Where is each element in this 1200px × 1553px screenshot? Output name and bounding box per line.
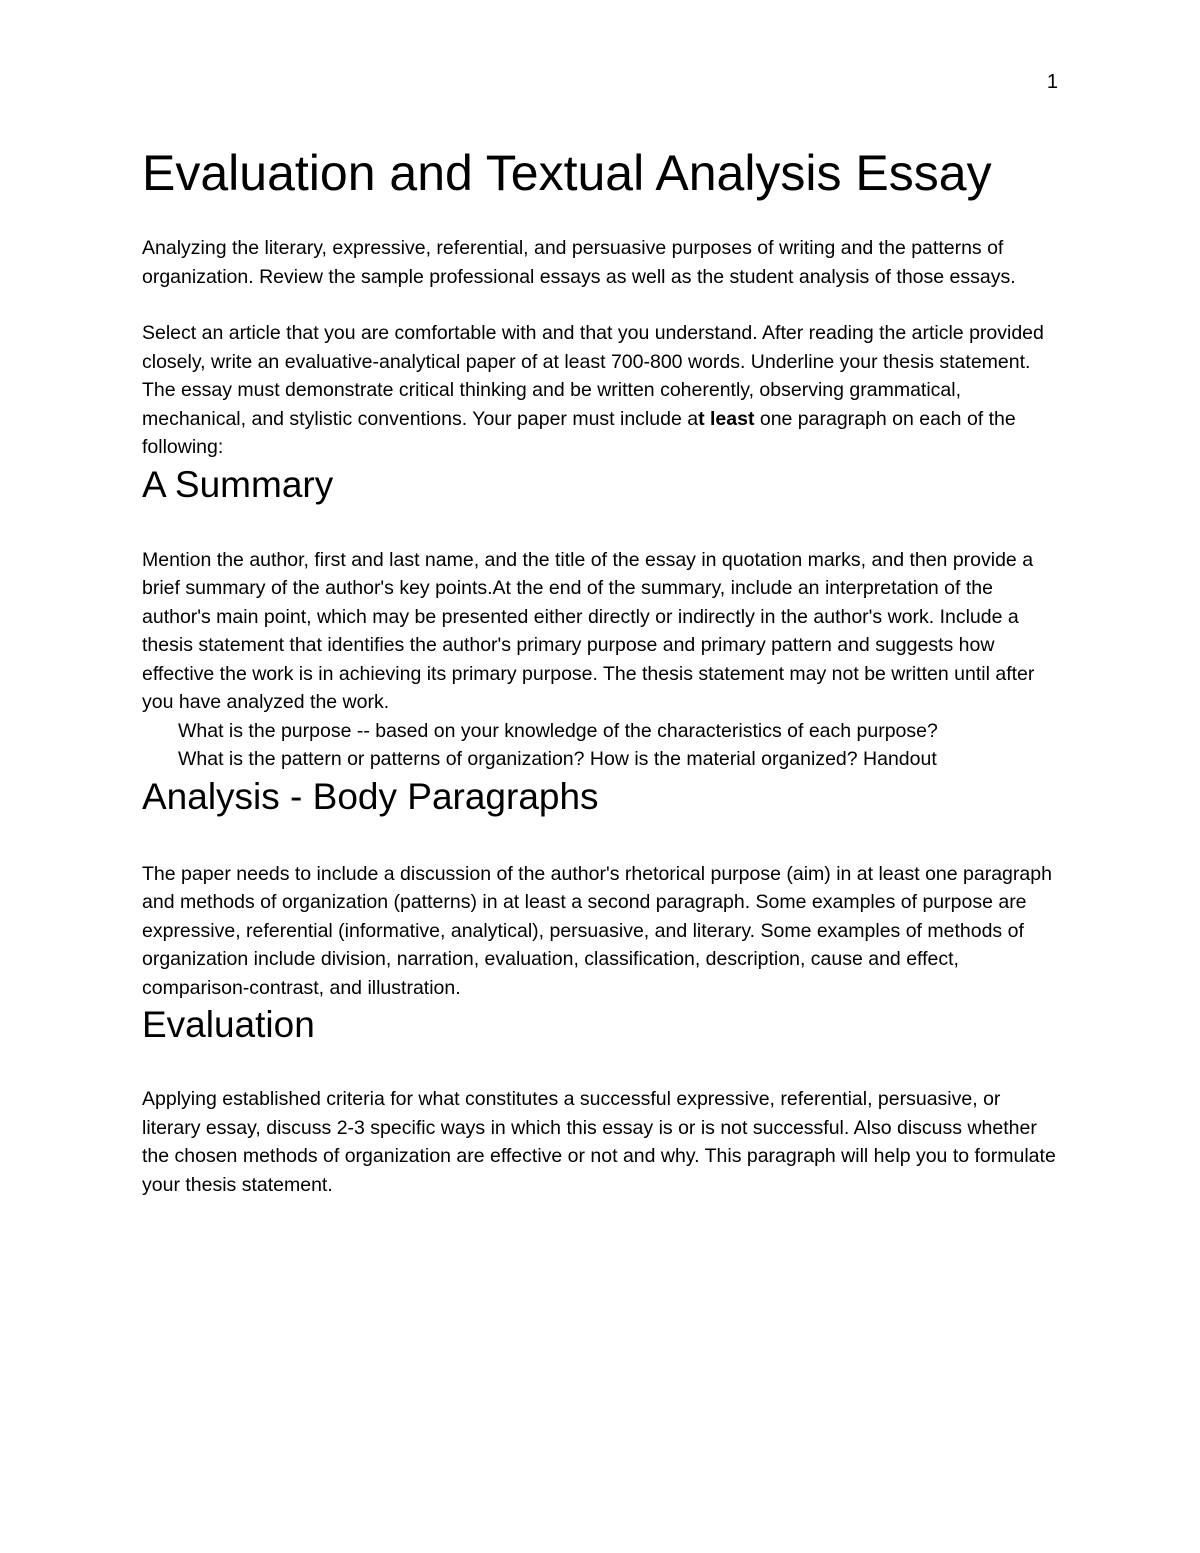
intro-paragraph: Analyzing the literary, expressive, referential, and persuasive purposes of writing and the patterns of organization. Review the sample professional essays as well as the student analysis of those essays. (142, 237, 1016, 288)
instructions-text-end: one paragraph on each of the following: (142, 407, 1016, 458)
document-title: Evaluation and Textual Analysis Essay (142, 145, 992, 201)
analysis-paragraph: The paper needs to include a discussion of the author's rhetorical purpose (aim) in at least one paragraph and methods of organization (patterns) in at least a second paragraph. Some examples of purpose are expressive, referential (informative, analytical), persuasive, and literary. Some examples of methods of organization include division, narration, evaluation, classification, description, cause and effect, comparison-contrast, and illustration. (142, 862, 1052, 999)
document-content (142, 140, 1062, 1199)
page-number: 1 (1046, 71, 1058, 93)
summary-question-purpose: What is the purpose -- based on your knowledge of the characteristics of each purpose? (178, 719, 938, 742)
instructions-paragraph (142, 319, 1062, 462)
summary-question-pattern: What is the pattern or patterns of organization? How is the material organized? Handout (178, 748, 937, 770)
instructions-bold-text: t least (698, 407, 755, 430)
instructions-text: Select an article that you are comfortable with and that you understand. After reading the article provided closely, write an evaluative-analytical paper of at least 700-800 words. Underline your thesis statement. The essay must demonstrate critical thinking and be written coherently, observing grammatical, mechanical, and stylistic conventions. Your paper must include a (142, 322, 1044, 430)
evaluation-heading: Evaluation (142, 1004, 315, 1045)
summary-paragraph: Mention the author, first and last name, and the title of the essay in quotation marks, and then provide a brief summary of the author's key points.At the end of the summary, include an interpretation of the author's main point, which may be presented either directly or indirectly in the author's work. Include a thesis statement that identifies the author's primary purpose and primary pattern and suggests how effective the work is in achieving its primary purpose. The thesis statement may not be written until after you have analyzed the work. (142, 548, 1035, 713)
summary-heading: A Summary (142, 463, 334, 505)
analysis-heading: Analysis - Body Paragraphs (142, 775, 599, 817)
evaluation-paragraph: Applying established criteria for what constitutes a successful expressive, referential, persuasive, or literary essay, discuss 2-3 specific ways in which this essay is or is not successful. Also discuss whether the chosen methods of organization are effective or not and why. This paragraph will help you to formulate your thesis statement. (142, 1088, 1056, 1196)
